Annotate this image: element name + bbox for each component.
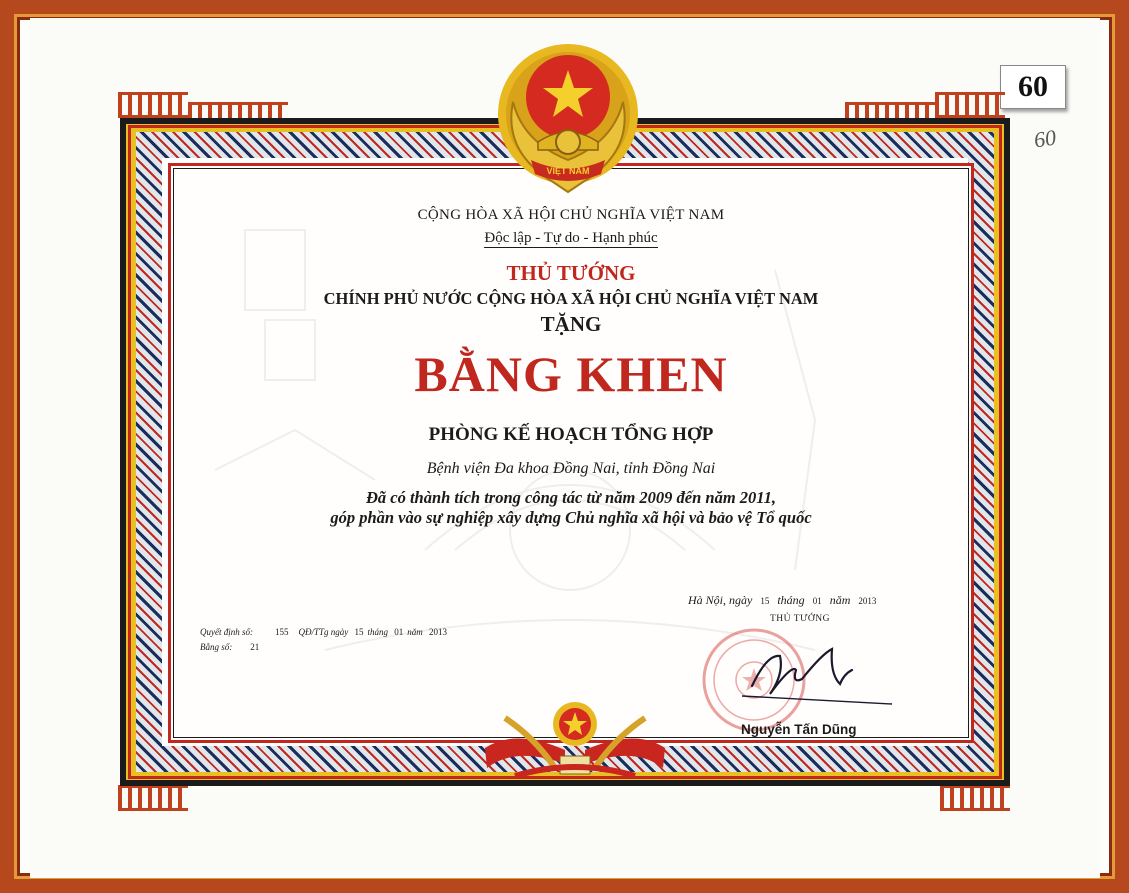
decision-suffix: QĐ/TTg ngày	[298, 627, 349, 637]
issuer-title: THỦ TƯỚNG	[506, 261, 636, 285]
decision-month: 01	[394, 627, 404, 637]
place-year-label: năm	[829, 593, 851, 607]
decision-year: 2013	[429, 627, 448, 637]
issuer-government: CHÍNH PHỦ NƯỚC CỘNG HÒA XÃ HỘI CHỦ NGHĨA VIỆT NAM	[323, 289, 819, 308]
place-month: 01	[812, 596, 822, 606]
bottom-emblem-icon	[475, 698, 675, 782]
national-emblem-icon	[493, 42, 643, 198]
cert-no-label: Bằng số:	[200, 642, 233, 652]
place-date	[688, 593, 884, 608]
handwritten-number: 60	[1032, 124, 1058, 153]
motto-text: Độc lập - Tự do - Hạnh phúc	[484, 230, 658, 246]
emblem-text: VIỆT NAM	[546, 166, 590, 176]
achievement-line-2: góp phần vào sự nghiệp xây dựng Chủ nghĩa xã hội và bảo vệ Tổ quốc	[330, 508, 812, 527]
republic-heading: CỘNG HÒA XÃ HỘI CHỦ NGHĨA VIỆT NAM	[417, 207, 725, 223]
place-month-label: tháng	[777, 593, 805, 607]
national-motto	[173, 230, 969, 247]
decision-month-label: tháng	[367, 627, 389, 637]
cert-no: 21	[250, 642, 260, 652]
signature-icon	[712, 634, 902, 714]
corner-ornament-top-left	[118, 92, 188, 118]
number-tag: 60	[1000, 65, 1066, 109]
decision-label: Quyết định số:	[200, 627, 253, 637]
decision-year-label: năm	[407, 627, 423, 637]
decision-day: 15	[354, 627, 364, 637]
corner-ornament-bottom-left	[118, 785, 188, 811]
signer-name: Nguyễn Tấn Dũng	[741, 722, 857, 737]
place-year: 2013	[858, 596, 877, 606]
corner-ornament-bottom-right	[940, 785, 1010, 811]
achievement-line-1: Đã có thành tích trong công tác từ năm 2009 đến năm 2011,	[365, 488, 777, 507]
award-title: BẰNG KHEN	[414, 346, 728, 402]
certificate-number-info	[200, 642, 259, 652]
signatory-title: THỦ TƯỚNG	[770, 614, 830, 624]
recipient-unit: Bệnh viện Đa khoa Đồng Nai, tỉnh Đồng Nai	[426, 460, 716, 477]
corner-ornament-top-right	[935, 92, 1005, 118]
place-label: Hà Nội, ngày	[688, 593, 753, 607]
presented-to-label: TẶNG	[540, 312, 602, 336]
decision-number: 155	[275, 627, 289, 637]
decision-info	[200, 627, 451, 637]
place-day: 15	[760, 596, 770, 606]
recipient-name: PHÒNG KẾ HOẠCH TỔNG HỢP	[428, 424, 714, 445]
